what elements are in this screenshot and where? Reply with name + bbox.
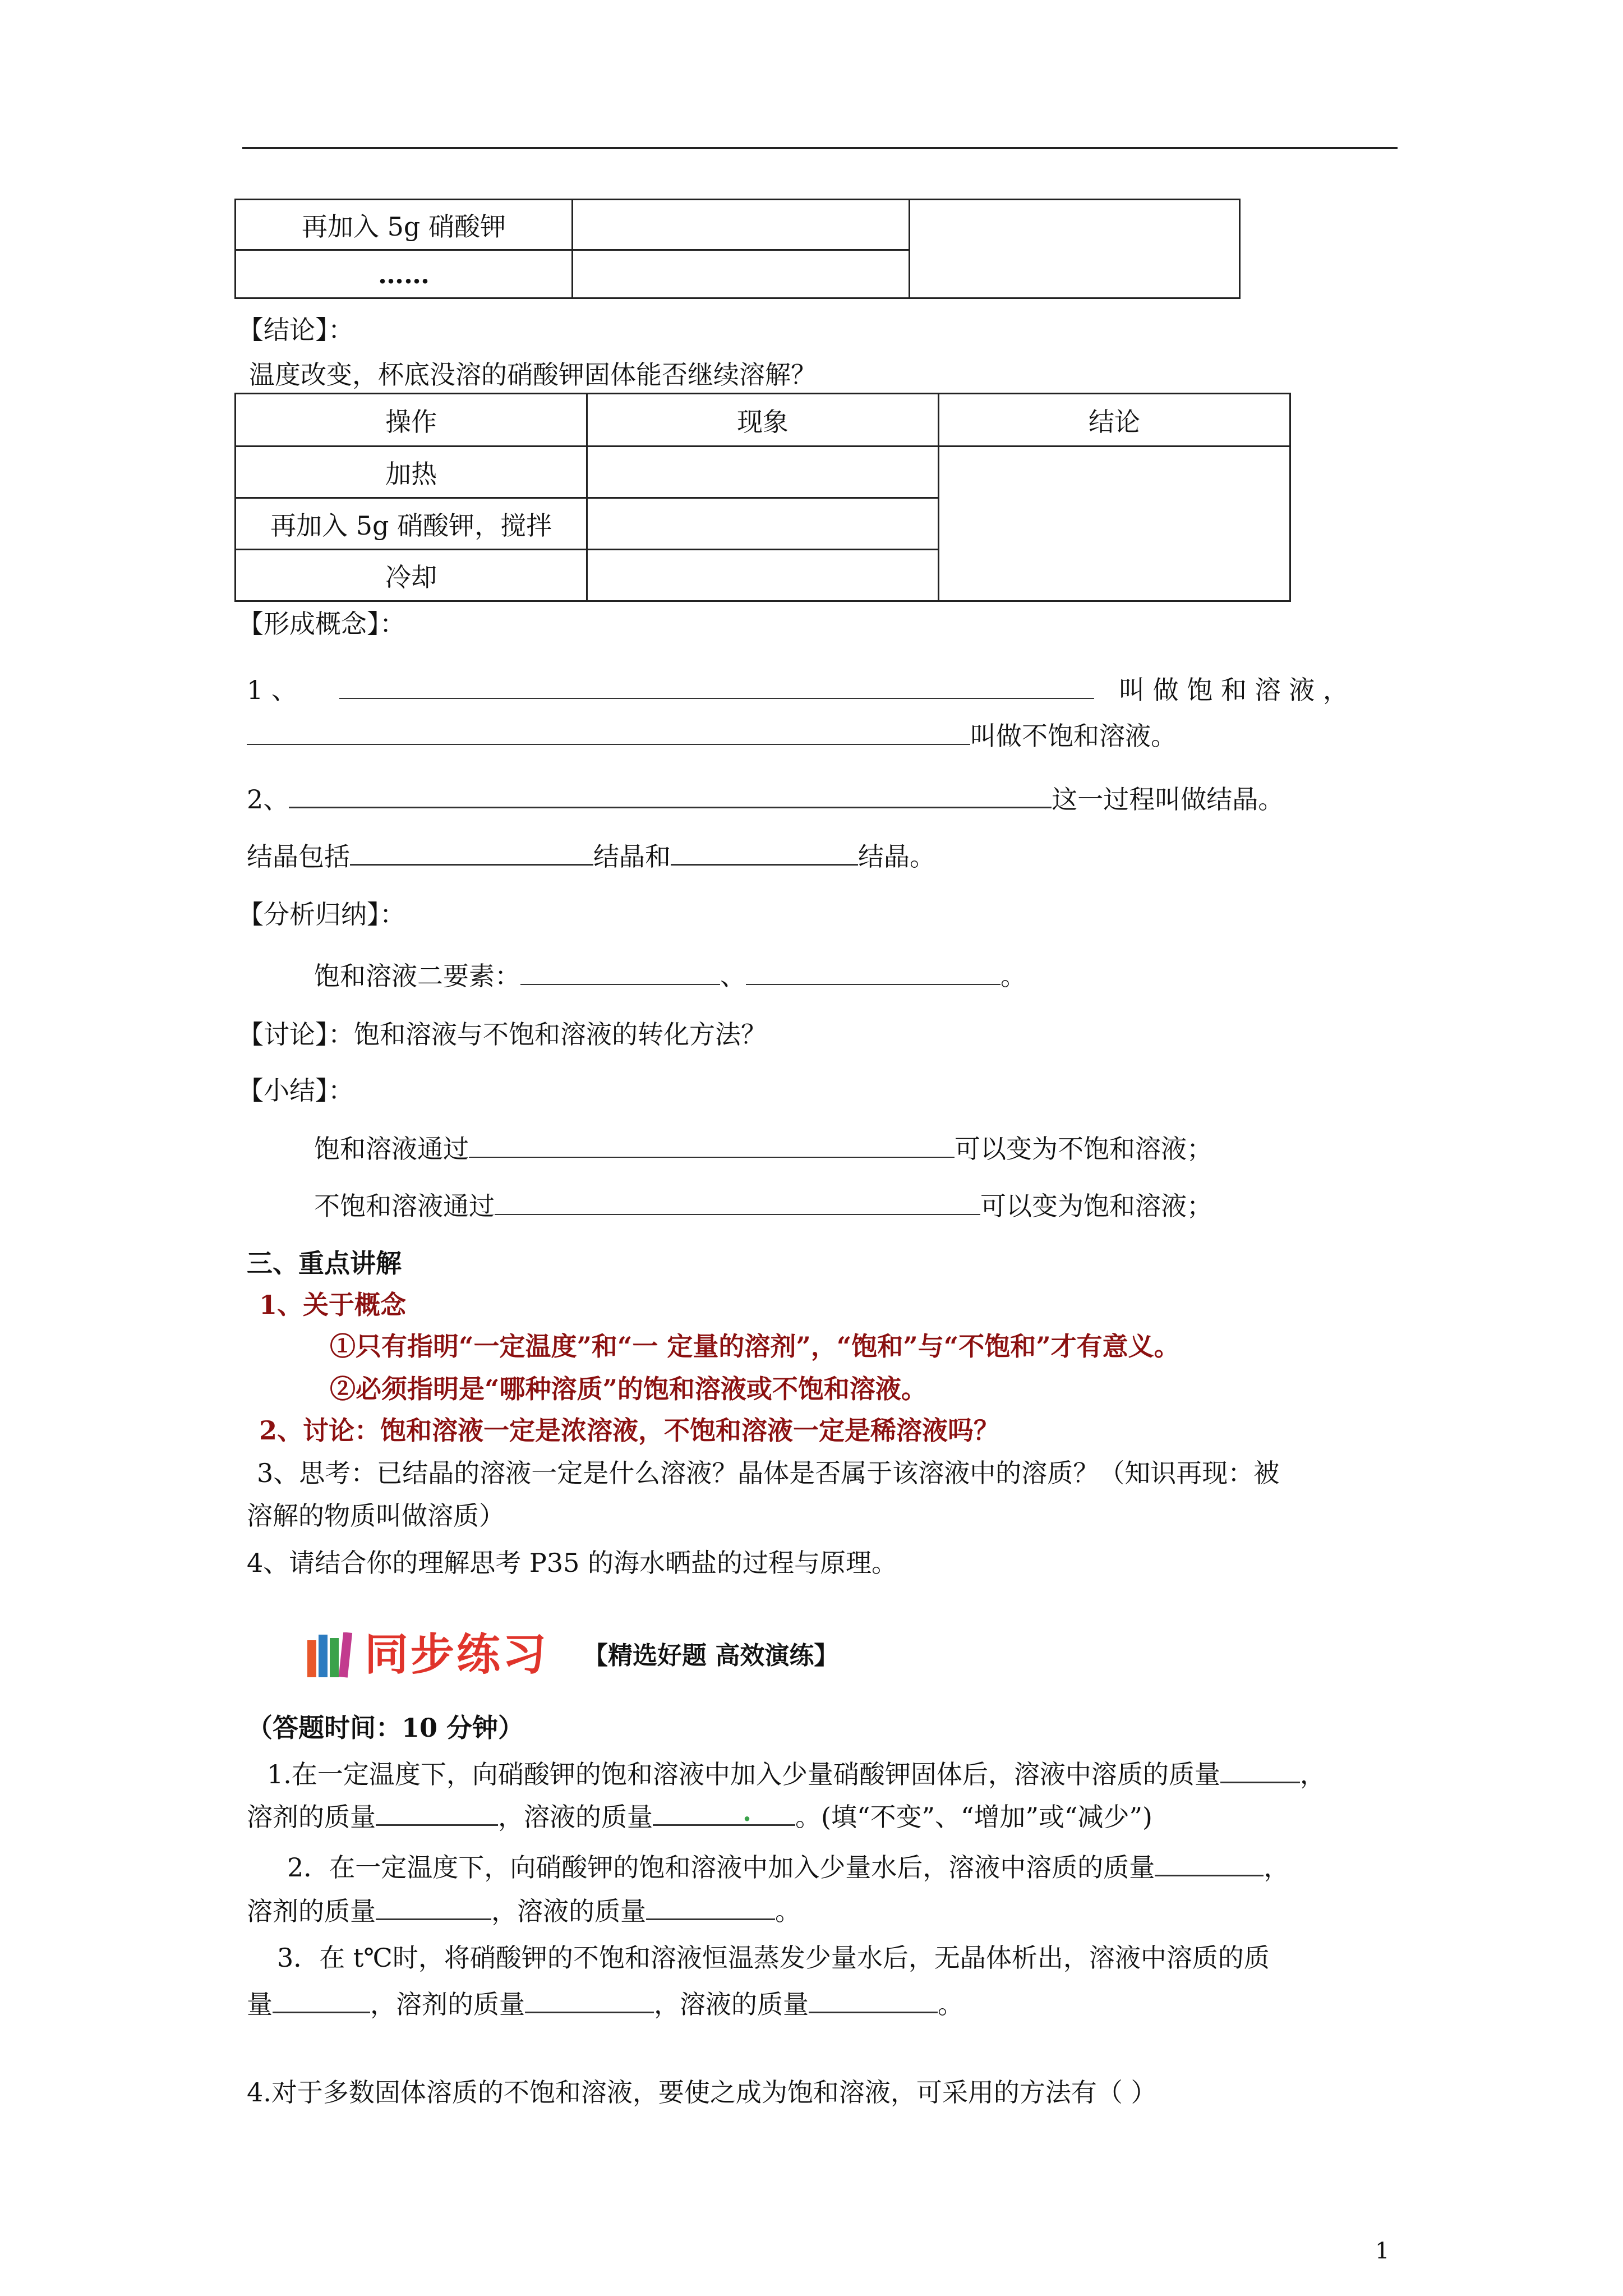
table-cell-conclusion-merged xyxy=(939,447,1290,601)
point2: 2、讨论：饱和溶液一定是浓溶液，不饱和溶液一定是稀溶液吗？ xyxy=(259,1415,1000,1446)
analysis-sep: 、 xyxy=(720,961,746,991)
section3-heading: 三、重点讲解 xyxy=(247,1248,402,1278)
table-cell-conclusion xyxy=(910,200,1240,298)
concept2-tail: 这一过程叫做结晶。 xyxy=(1052,784,1284,815)
table-cell-operation: 再加入 5g 硝酸钾 xyxy=(236,200,573,250)
exercise1-green-dot: . xyxy=(743,1797,752,1827)
point4: 4、请结合你的理解思考 P35 的海水晒盐的过程与原理。 xyxy=(247,1548,897,1578)
exercise2-text: 2．在一定温度下，向硝酸钾的饱和溶液中加入少量水后，溶液中溶质的质量 xyxy=(287,1852,1155,1883)
crystal-suffix: 结晶。 xyxy=(858,841,935,872)
crystal-blank-1 xyxy=(350,838,593,866)
page-number: 1 xyxy=(1375,2238,1390,2264)
exercise1-blank-solution xyxy=(653,1798,795,1826)
concept1-tail: 叫 做 饱 和 溶 液 ， xyxy=(1119,675,1349,705)
concept1-number: 1 、 xyxy=(247,675,297,705)
summary1-prefix: 饱和溶液通过 xyxy=(314,1134,469,1164)
exercise3-solute-label: 量 xyxy=(247,1989,273,2019)
crystal-prefix: 结晶包括 xyxy=(247,841,350,872)
exercise3-line2 xyxy=(247,1986,963,2021)
banner-title: 同步练习 xyxy=(365,1630,549,1680)
exercise3-blank-solvent xyxy=(525,1986,654,2013)
concept1-line xyxy=(247,672,1349,707)
exercise2-solvent-label: 溶剂的质量 xyxy=(247,1896,376,1926)
point3-line1: 3、思考：已结晶的溶液一定是什么溶液？晶体是否属于该溶液中的溶质？（知识再现：被 xyxy=(257,1458,1280,1488)
analysis-end: 。 xyxy=(1000,961,1026,991)
exercise2-blank-solvent xyxy=(376,1893,491,1920)
analysis-heading: 【分析归纳】： xyxy=(238,899,405,930)
concept1-line2-tail: 叫做不饱和溶液。 xyxy=(970,721,1177,751)
table-cell-empty xyxy=(587,498,939,550)
table-cell-empty xyxy=(587,447,939,498)
table-header-phenomenon: 现象 xyxy=(587,394,939,447)
concept-heading: 【形成概念】： xyxy=(238,609,405,639)
exercise2-blank-solution xyxy=(646,1893,775,1920)
summary-heading: 【小结】： xyxy=(238,1075,354,1106)
summary2-blank xyxy=(495,1188,980,1215)
summary2-line xyxy=(314,1188,1212,1223)
header-rule xyxy=(242,147,1398,149)
summary2-prefix: 不饱和溶液通过 xyxy=(314,1191,495,1221)
table-header-conclusion: 结论 xyxy=(939,394,1290,447)
question-line: 温度改变，杯底没溶的硝酸钾固体能否继续溶解？ xyxy=(249,360,817,390)
exercise3-solvent-label: ，溶剂的质量 xyxy=(370,1989,525,2019)
sync-practice-banner xyxy=(306,1626,906,1684)
table-cell-cool: 冷却 xyxy=(236,550,587,601)
concept1-blank xyxy=(339,672,1094,699)
discuss-line: 【讨论】：饱和溶液与不饱和溶液的转化方法？ xyxy=(238,1019,767,1050)
summary1-blank xyxy=(469,1131,955,1158)
point1a: ①只有指明“一定温度”和“一 定量的溶剂”，“饱和”与“不饱和”才有意义。 xyxy=(330,1331,1180,1361)
exercise1-line1 xyxy=(267,1756,1326,1791)
exercise1-solvent-label: 溶剂的质量 xyxy=(247,1802,376,1832)
crystal-blank-2 xyxy=(671,838,858,866)
exercise2-comma: ， xyxy=(1264,1852,1290,1883)
books-icon xyxy=(306,1632,357,1678)
exercise2-blank-solute xyxy=(1155,1849,1264,1876)
exercise1-blank-solvent xyxy=(376,1798,498,1826)
exercise4-line: 4.对于多数固体溶质的不饱和溶液，要使之成为饱和溶液，可采用的方法有（ ） xyxy=(247,2077,1157,2108)
conclusion-heading: 【结论】： xyxy=(238,315,354,345)
exercise2-line1 xyxy=(287,1849,1289,1884)
exercise2-solution-label: ，溶液的质量 xyxy=(491,1896,646,1926)
exercise3-blank-solute xyxy=(273,1986,370,2013)
table-cell-phenomenon xyxy=(573,200,910,250)
exercise1-text: 1.在一定温度下，向硝酸钾的饱和溶液中加入少量硝酸钾固体后，溶液中溶质的质量 xyxy=(267,1759,1220,1789)
exercise2-line2 xyxy=(247,1893,801,1928)
table-cell-empty xyxy=(573,250,910,298)
exercise1-hint: 。(填“不变”、“增加”或“减少”) xyxy=(795,1802,1152,1832)
table-cell-heat: 加热 xyxy=(236,447,587,498)
table-header-operation: 操作 xyxy=(236,394,587,447)
exercise1-comma: ， xyxy=(1299,1759,1326,1789)
table-cell-add-stir: 再加入 5g 硝酸钾，搅拌 xyxy=(236,498,587,550)
concept2-blank xyxy=(289,781,1052,808)
concept2-line xyxy=(247,781,1284,816)
crystal-line xyxy=(247,838,935,873)
crystal-mid: 结晶和 xyxy=(593,841,671,872)
summary1-line xyxy=(314,1131,1212,1166)
exercise2-end: 。 xyxy=(775,1896,801,1926)
point3-line2: 溶解的物质叫做溶质） xyxy=(247,1501,505,1531)
analysis-prefix: 饱和溶液二要素： xyxy=(314,961,520,991)
exercise1-line2 xyxy=(247,1798,1152,1834)
concept1-line2 xyxy=(247,718,1177,753)
summary1-suffix: 可以变为不饱和溶液； xyxy=(955,1134,1212,1164)
experiment-table-temperature xyxy=(234,393,1291,602)
concept1-blank2 xyxy=(247,718,970,745)
concept2-number: 2、 xyxy=(247,784,289,815)
exercise1-solution-label: ，溶液的质量 xyxy=(498,1802,653,1832)
time-note: （答题时间：10 分钟） xyxy=(247,1713,524,1743)
experiment-table-top xyxy=(234,199,1241,299)
summary2-suffix: 可以变为饱和溶液； xyxy=(980,1191,1212,1221)
exercise1-blank-solute xyxy=(1220,1756,1300,1783)
banner-subtitle: 【精选好题 高效演练】 xyxy=(583,1641,839,1670)
exercise3-end: 。 xyxy=(938,1989,963,2019)
analysis-line xyxy=(314,958,1026,993)
exercise3-blank-solution xyxy=(809,1986,938,2013)
exercise3-line1: 3．在 t℃时，将硝酸钾的不饱和溶液恒温蒸发少量水后，无晶体析出，溶液中溶质的质 xyxy=(277,1943,1270,1973)
exercise3-solution-label: ，溶液的质量 xyxy=(654,1989,809,2019)
point1b: ②必须指明是“哪种溶质”的饱和溶液或不饱和溶液。 xyxy=(330,1374,927,1404)
table-cell-empty xyxy=(587,550,939,601)
table-cell-ellipsis: …… xyxy=(236,250,573,298)
point1-heading: 1、关于概念 xyxy=(259,1290,407,1320)
analysis-blank-2 xyxy=(746,958,1000,985)
analysis-blank-1 xyxy=(520,958,720,985)
